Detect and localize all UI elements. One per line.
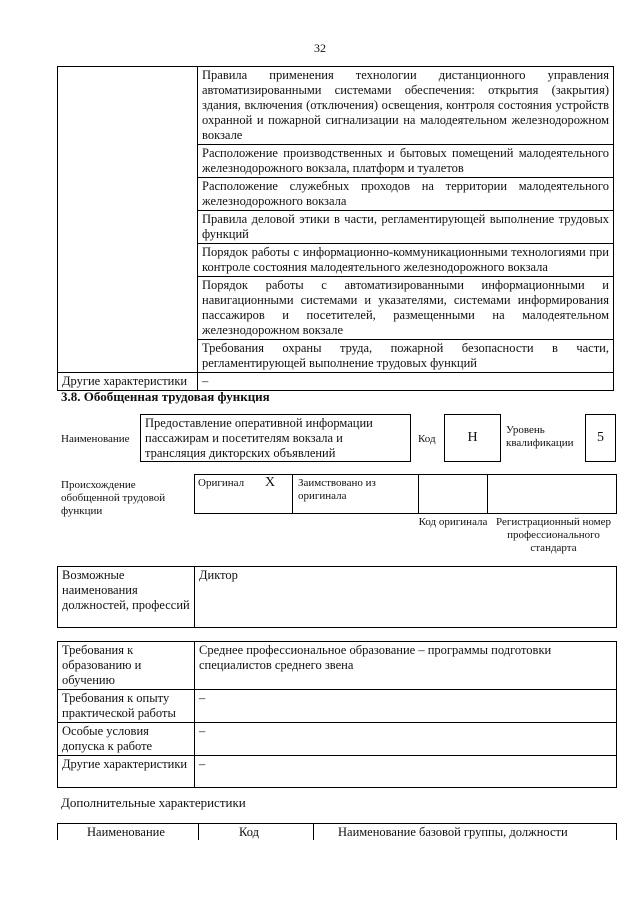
additional-table-header xyxy=(57,823,617,840)
col-code-header: Код xyxy=(239,825,259,839)
table-row xyxy=(58,723,617,756)
requirement-value: – xyxy=(195,723,617,756)
other-characteristics-value: – xyxy=(198,373,614,391)
table-row xyxy=(58,67,614,145)
code-value: Н xyxy=(444,414,501,462)
col-name-header: Наименование xyxy=(87,825,165,839)
requirement-value: – xyxy=(195,690,617,723)
positions-table xyxy=(57,566,617,628)
level-label: Уровень квалификации xyxy=(506,424,574,449)
table-cell-empty xyxy=(58,67,198,373)
col-group-header: Наименование базовой группы, должности xyxy=(338,825,568,839)
requirement-label: Другие характеристики xyxy=(58,756,195,788)
knowledge-item: Правила применения технологии дистанционного управления автоматизированными системами обеспечения: открытия (закрытия) здания, включения (отключения) освещения, контроля состояния устройств охранной и пожарной сигнализации на малодеятельном железнодорожном вокзале xyxy=(198,67,614,145)
knowledge-item: Требования охраны труда, пожарной безопасности в части, регламентирующей выполнение трудовых функций xyxy=(198,340,614,373)
positions-value: Диктор xyxy=(195,567,617,628)
reg-number-caption: Регистрационный номер профессионального стандарта xyxy=(495,516,612,554)
page-number: 32 xyxy=(314,41,326,55)
table-row xyxy=(58,373,614,391)
original-mark: Х xyxy=(265,475,276,490)
knowledge-table xyxy=(57,66,614,391)
requirement-label: Требования к образованию и обучению xyxy=(58,642,195,690)
table-row xyxy=(58,642,617,690)
section-title: 3.8. Обобщенная трудовая функция xyxy=(61,389,270,404)
table-row xyxy=(58,690,617,723)
code-original-caption: Код оригинала xyxy=(418,516,488,528)
origin-label: Происхождение обобщенной трудовой функции xyxy=(61,479,166,517)
additional-title: Дополнительные характеристики xyxy=(61,795,246,810)
function-name-label: Наименование xyxy=(61,433,130,445)
level-value: 5 xyxy=(585,414,616,462)
table-row xyxy=(58,567,617,628)
requirement-value: Среднее профессиональное образование – программы подготовки специалистов среднего звена xyxy=(195,642,617,690)
origin-divider xyxy=(418,474,419,514)
knowledge-item: Расположение служебных проходов на территории малодеятельного железнодорожного вокзала xyxy=(198,178,614,211)
knowledge-item: Правила деловой этики в части, регламентирующей выполнение трудовых функций xyxy=(198,211,614,244)
origin-divider xyxy=(487,474,488,514)
requirement-label: Требования к опыту практической работы xyxy=(58,690,195,723)
requirement-value: – xyxy=(195,756,617,788)
knowledge-item: Порядок работы с информационно-коммуникационными технологиями при контроле состояния малодеятельного железнодорожного вокзала xyxy=(198,244,614,277)
function-name-value: Предоставление оперативной информации пассажирам и посетителям вокзала и трансляция дикторских объявлений xyxy=(140,414,411,462)
requirements-table xyxy=(57,641,617,788)
code-label: Код xyxy=(418,433,436,445)
knowledge-item: Порядок работы с автоматизированными информационными и навигационными системами и указателями, системами информирования пассажиров и посетителей, размещенными на малодеятельном железнодорожном вокзале xyxy=(198,277,614,340)
origin-divider xyxy=(292,474,293,514)
original-label: Оригинал xyxy=(198,477,245,489)
other-characteristics-label: Другие характеристики xyxy=(58,373,198,391)
table-row xyxy=(58,756,617,788)
knowledge-item: Расположение производственных и бытовых помещений малодеятельного железнодорожного вокзала, платформ и туалетов xyxy=(198,145,614,178)
requirement-label: Особые условия допуска к работе xyxy=(58,723,195,756)
positions-label: Возможные наименования должностей, профессий xyxy=(58,567,195,628)
borrowed-label: Заимствовано из оригинала xyxy=(298,477,376,502)
